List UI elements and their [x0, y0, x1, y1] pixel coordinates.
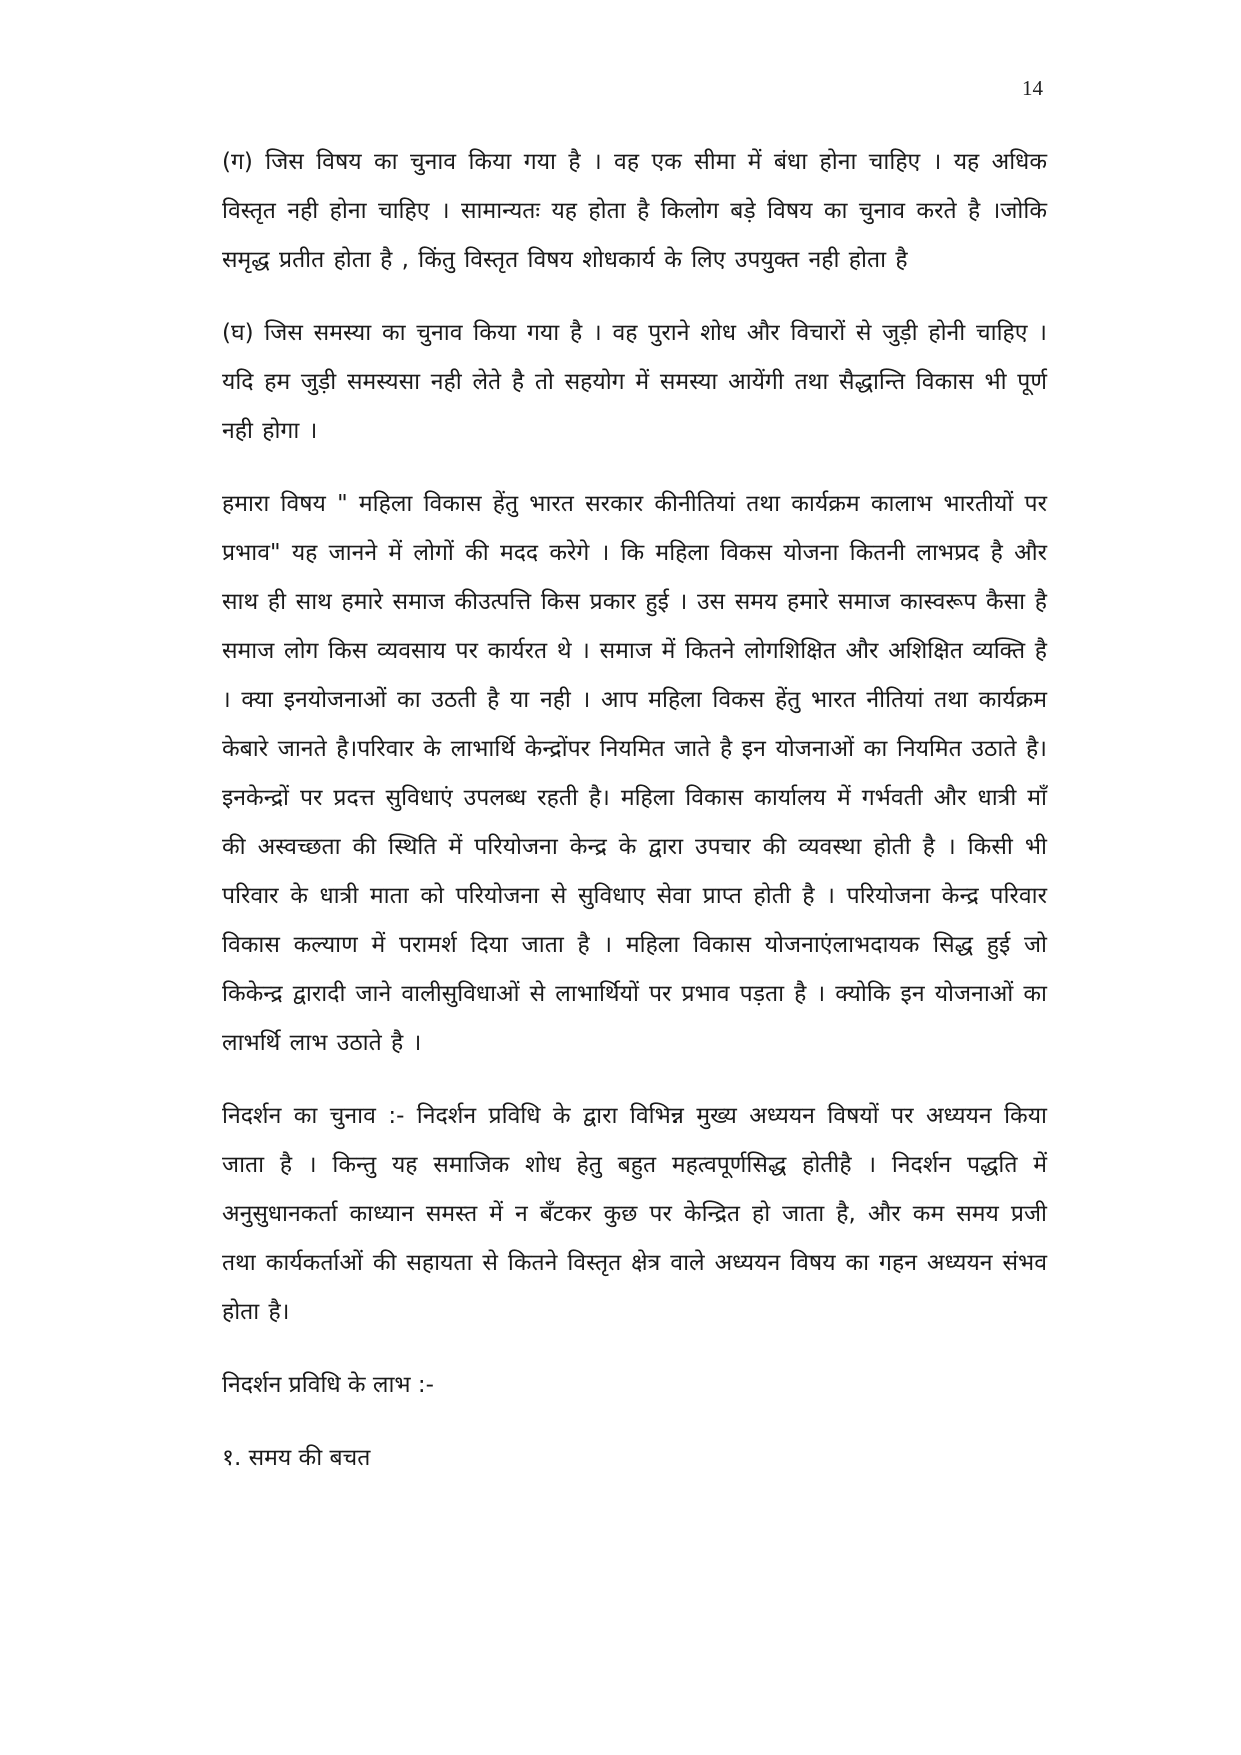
paragraph-our-subject: हमारा विषय " महिला विकास हेंतु भारत सरकार कीनीतियां तथा कार्यक्रम कालाभ भारतीयों पर प्रभाव" यह जानने में लोगों की मदद करेगे । कि महिला विकस योजना कितनी लाभप्रद है और साथ ही साथ हमारे समाज कीउत्पत्ति किस प्रकार हुई । उस समय हमारे समाज कास्वरूप कैसा है समाज लोग किस व्यवसाय पर कार्यरत थे । समाज में कितने लोगशिक्षित और अशिक्षित व्यक्ति है । क्या इनयोजनाओं का उठती है या नही । आप महिला विकस हेंतु भारत नीतियां तथा कार्यक्रम केबारे जानते है।परिवार के लाभार्थि केन्द्रोंपर नियमित जाते है इन योजनाओं का नियमित उठाते है। इनकेन्द्रों पर प्रदत्त सुविधाएं उपलब्ध रहती है। महिला विकास कार्यालय में गर्भवती और धात्री माँ की अस्वच्छता की स्थिति में परियोजना केन्द्र के द्वारा उपचार की व्यवस्था होती है । किसी भी परिवार के धात्री माता को परियोजना से सुविधाए सेवा प्राप्त होती है । परियोजना केन्द्र परिवार विकास कल्याण में परामर्श दिया जाता है । महिला विकास योजनाएंलाभदायक सिद्ध हुई जो किकेन्द्र द्वारादी जाने वालीसुविधाओं से लाभार्थियों पर प्रभाव पड़ता है । क्योकि इन योजनाओं का लाभर्थि लाभ उठाते है । — [222, 491, 1047, 1056]
paragraph-problem-linkage: (घ) जिस समस्या का चुनाव किया गया है । वह पुराने शोध और विचारों से जुड़ी होनी चाहिए । यदि हम जुड़ी समस्यसा नही लेते है तो सहयोग में समस्या आयेंगी तथा सैद्धान्ति विकास भी पूर्ण नही होगा । — [222, 320, 1047, 444]
paragraph-sample-selection: निदर्शन का चुनाव :- निदर्शन प्रविधि के द्वारा विभिन्न मुख्य अध्ययन विषयों पर अध्ययन किया जाता है । किन्तु यह समाजिक शोध हेतु बहुत महत्वपूर्णसिद्ध होतीहै । निदर्शन पद्धति में अनुसुधानकर्ता काध्यान समस्त में न बँटकर कुछ पर केन्द्रित हो जाता है, और कम समय प्रजी तथा कार्यकर्ताओं की सहायता से कितने विस्तृत क्षेत्र वाले अध्ययन विषय का गहन अध्ययन संभव होता है। — [222, 1103, 1047, 1325]
page-body — [222, 138, 1047, 1483]
list-item: १. समय की बचत — [222, 1445, 371, 1471]
section-heading-sampling-benefits: निदर्शन प्रविधि के लाभ :- — [222, 1372, 434, 1398]
paragraph-topic-limits: (ग) जिस विषय का चुनाव किया गया है । वह एक सीमा में बंधा होना चाहिए । यह अधिक विस्तृत नही होना चाहिए । सामान्यतः यह होता है किलोग बड़े विषय का चुनाव करते है ।जोकि समृद्ध प्रतीत होता है , किंतु विस्तृत विषय शोधकार्य के लिए उपयुक्त नही होता है — [222, 149, 1047, 273]
page-number: 14 — [1022, 76, 1043, 100]
